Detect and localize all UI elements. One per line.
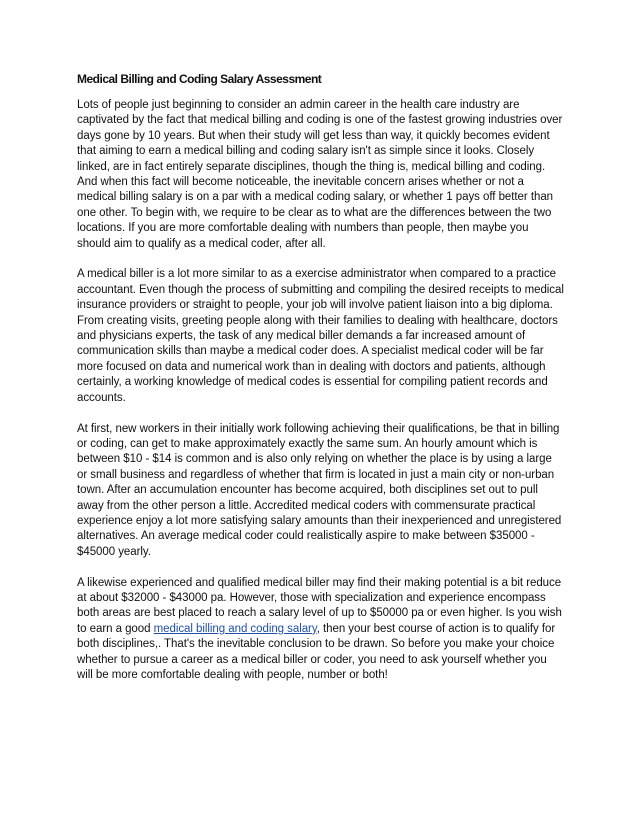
paragraph-4-text-before-link: A likewise experienced and qualified medical biller may find their making potential is a bit reduce at about $32000 - $43000 pa. However, those with specialization and experience encompass both areas are best placed to reach a salary level of up to $50000 pa or even higher. Is you wish to earn a good (77, 576, 562, 635)
paragraph-4 (77, 576, 565, 684)
paragraph-2: A medical biller is a lot more similar to as a exercise administrator when compared to a practice accountant. Even though the process of submitting and compiling the desired receipts to medical insurance providers or straight to people, your job will involve patient liaison into a big diploma. From creating visits, greeting people along with their families to dealing with healthcare, doctors and physicians experts, the task of any medical biller demands a far increased amount of communication skills than maybe a medical coder does. A specialist medical coder will be far more focused on data and numerical work than in dealing with doctors and patients, although certainly, a working knowledge of medical codes is essential for compiling patient records and accounts. (77, 268, 564, 404)
paragraph-1: Lots of people just beginning to consider an admin career in the health care industry are captivated by the fact that medical billing and coding is one of the fastest growing industries over days gone by 10 years. But when their study will get less than way, it quickly becomes evident that aiming to earn a medical billing and coding salary isn't as simple since it looks. Closely linked, are in fact entirely separate disciplines, though the thing is, medical billing and coding. And when this fact will become noticeable, the inevitable concern arises whether or not a medical billing salary is on a par with a medical coding salary, or whether 1 pays off better than one other. To begin with, we require to be clear as to what are the differences between the two locations. If you are more comfortable dealing with numbers than people, then maybe you should aim to qualify as a medical coder, after all. (77, 99, 563, 250)
paragraph-3: At first, new workers in their initially work following achieving their qualifications, be that in billing or coding, can get to make approximately exactly the same sum. An hourly amount which is between $10 - $14 is common and is also only relying on whether the place is by using a large or small business and regardless of whether that firm is located in just a main city or non-urban town. After an accumulation encounter has become acquired, both disciplines set out to pull away from the other person a little. Accredited medical coders with commensurate practical experience enjoy a lot more satisfying salary amounts than their inexperienced and unregistered alternatives. An average medical coder could realistically aspire to make between $35000 - $45000 yearly. (77, 422, 562, 558)
paragraph-4-text-after-link: , then your best course of action is to qualify for both disciplines,. That's the inevitable conclusion to be drawn. So before you make your choice whether to pursue a career as a medical biller or coder, you need to ask yourself whether you will be more comfortable dealing with people, number or both! (77, 622, 556, 681)
salary-link[interactable]: medical billing and coding salary (153, 622, 317, 635)
document-body (77, 71, 565, 699)
document-title: Medical Billing and Coding Salary Assessment (77, 72, 322, 86)
